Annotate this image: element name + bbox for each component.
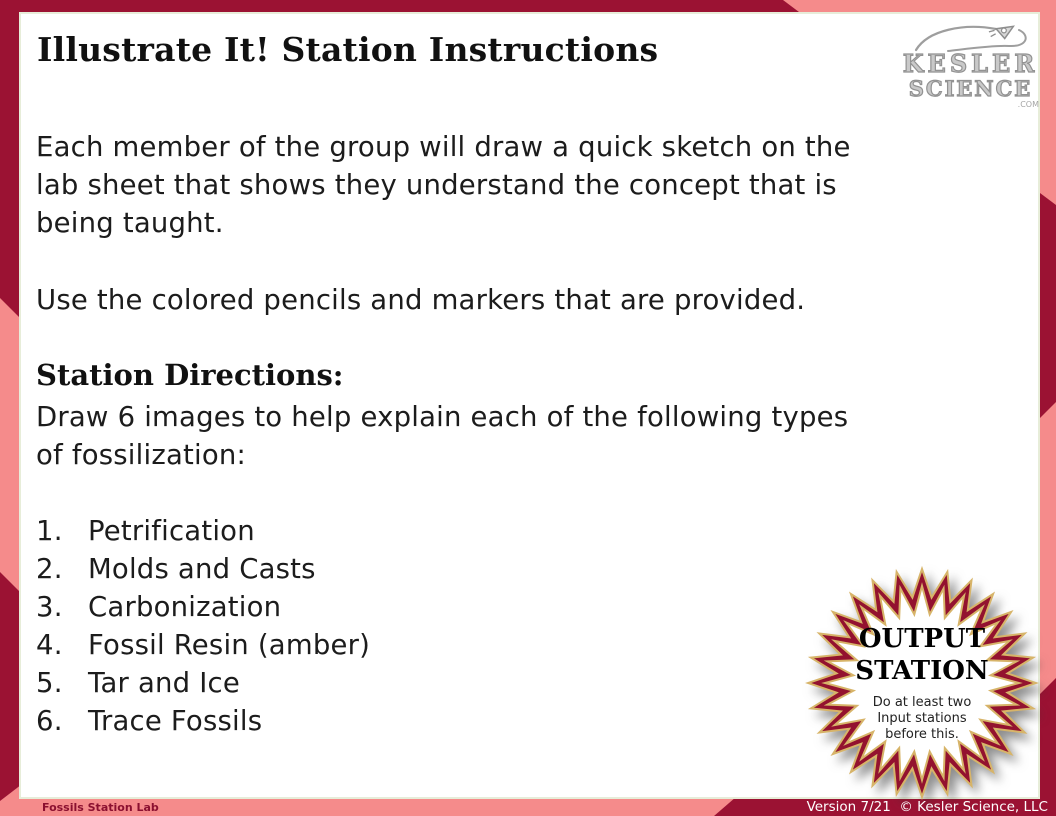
badge-note: Do at least two Input stations before this. — [872, 695, 972, 742]
list-item — [36, 550, 370, 588]
list-item — [36, 588, 370, 626]
intro-line: lab sheet that shows they understand the concept that is — [36, 169, 837, 201]
directions-paragraph — [36, 398, 848, 474]
materials-line: Use the colored pencils and markers that are provided. — [36, 284, 806, 316]
logo-word-kesler: KESLER — [902, 49, 1039, 78]
kesler-science-logo — [898, 20, 1043, 109]
footer-document-title: Fossils Station Lab — [42, 801, 159, 814]
directions-line: Draw 6 images to help explain each of the following types — [36, 401, 849, 433]
list-item — [36, 626, 370, 664]
badge-text — [805, 566, 1039, 800]
list-item-number: 4. — [36, 629, 63, 661]
intro-line: Each member of the group will draw a quick sketch on the — [36, 131, 851, 163]
list-item-label: Trace Fossils — [88, 705, 263, 737]
list-item-number: 1. — [36, 515, 63, 547]
badge-title-line: STATION — [855, 656, 989, 686]
directions-line: of fossilization: — [36, 439, 246, 471]
list-item — [36, 512, 370, 550]
intro-paragraph — [36, 128, 851, 242]
page-title: Illustrate It! Station Instructions — [37, 30, 659, 69]
list-item-label: Fossil Resin (amber) — [88, 629, 371, 661]
logo-word-science: SCIENCE — [908, 76, 1033, 101]
list-item-label: Petrification — [88, 515, 255, 547]
list-item-label: Carbonization — [88, 591, 282, 623]
footer-version-copyright: Version 7/21 © Kesler Science, LLC — [806, 799, 1048, 815]
output-station-badge — [805, 566, 1039, 800]
list-item-number: 5. — [36, 667, 63, 699]
list-item-number: 6. — [36, 705, 63, 737]
fossilization-types-list — [36, 512, 370, 740]
list-item — [36, 702, 370, 740]
list-item — [36, 664, 370, 702]
directions-heading: Station Directions: — [36, 358, 344, 392]
list-item-number: 2. — [36, 553, 63, 585]
list-item-label: Molds and Casts — [88, 553, 316, 585]
list-item-number: 3. — [36, 591, 63, 623]
intro-line: being taught. — [36, 207, 224, 239]
logo-suffix-com: .COM — [1017, 100, 1039, 109]
badge-title-line: OUTPUT — [858, 624, 986, 654]
list-item-label: Tar and Ice — [88, 667, 240, 699]
